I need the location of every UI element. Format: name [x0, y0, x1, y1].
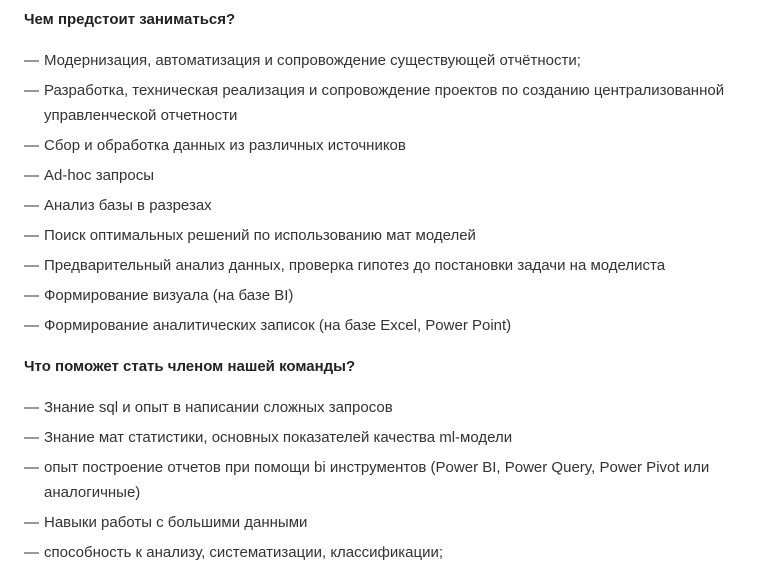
list-item	[24, 425, 779, 450]
dash-bullet: —	[24, 459, 39, 476]
list-item-text: способность к анализу, систематизации, классификации;	[44, 544, 443, 561]
list-item	[24, 193, 779, 218]
list-item	[24, 283, 779, 308]
list-item	[24, 133, 779, 158]
dash-bullet: —	[24, 317, 39, 334]
dash-bullet: —	[24, 257, 39, 274]
list-item	[24, 223, 779, 248]
list-item	[24, 313, 779, 338]
list-item-text: Ad-hoc запросы	[44, 167, 155, 184]
list-item-text: Анализ базы в разрезах	[44, 197, 212, 214]
list-item	[24, 253, 779, 278]
dash-bullet: —	[24, 82, 39, 99]
list-item-text: Сбор и обработка данных из различных источников	[44, 137, 406, 154]
list-item-text: Разработка, техническая реализация и сопровождение проектов по созданию централизованной управленческой отчетности	[44, 82, 725, 124]
list-item-text: Предварительный анализ данных, проверка гипотез до постановки задачи на моделиста	[44, 257, 666, 274]
list-item-text: опыт построение отчетов при помощи bi инструментов (Power BI, Power Query, Power Pivot или аналогичные)	[44, 459, 710, 501]
list-item	[24, 455, 779, 505]
list-item	[24, 48, 779, 73]
list-item	[24, 78, 779, 128]
dash-bullet: —	[24, 287, 39, 304]
dash-bullet: —	[24, 52, 39, 69]
list-item-text: Знание sql и опыт в написании сложных запросов	[44, 399, 393, 416]
section-heading-requirements: Что поможет стать членом нашей команды?	[24, 358, 356, 375]
list-item	[24, 395, 779, 420]
dash-bullet: —	[24, 514, 39, 531]
dash-bullet: —	[24, 137, 39, 154]
dash-bullet: —	[24, 227, 39, 244]
list-item-text: Знание мат статистики, основных показателей качества ml-модели	[44, 429, 513, 446]
section-heading-duties: Чем предстоит заниматься?	[24, 11, 236, 28]
list-item-text: Формирование визуала (на базе BI)	[44, 287, 294, 304]
list-item	[24, 540, 779, 565]
list-item-text: Поиск оптимальных решений по использованию мат моделей	[44, 227, 476, 244]
dash-bullet: —	[24, 167, 39, 184]
list-item-text: Навыки работы с большими данными	[44, 514, 308, 531]
dash-bullet: —	[24, 197, 39, 214]
list-item-text: Модернизация, автоматизация и сопровождение существующей отчётности;	[44, 52, 581, 69]
dash-bullet: —	[24, 429, 39, 446]
dash-bullet: —	[24, 544, 39, 561]
dash-bullet: —	[24, 399, 39, 416]
list-item	[24, 163, 779, 188]
list-item-text: Формирование аналитических записок (на базе Excel, Power Point)	[44, 317, 512, 334]
list-item	[24, 510, 779, 535]
